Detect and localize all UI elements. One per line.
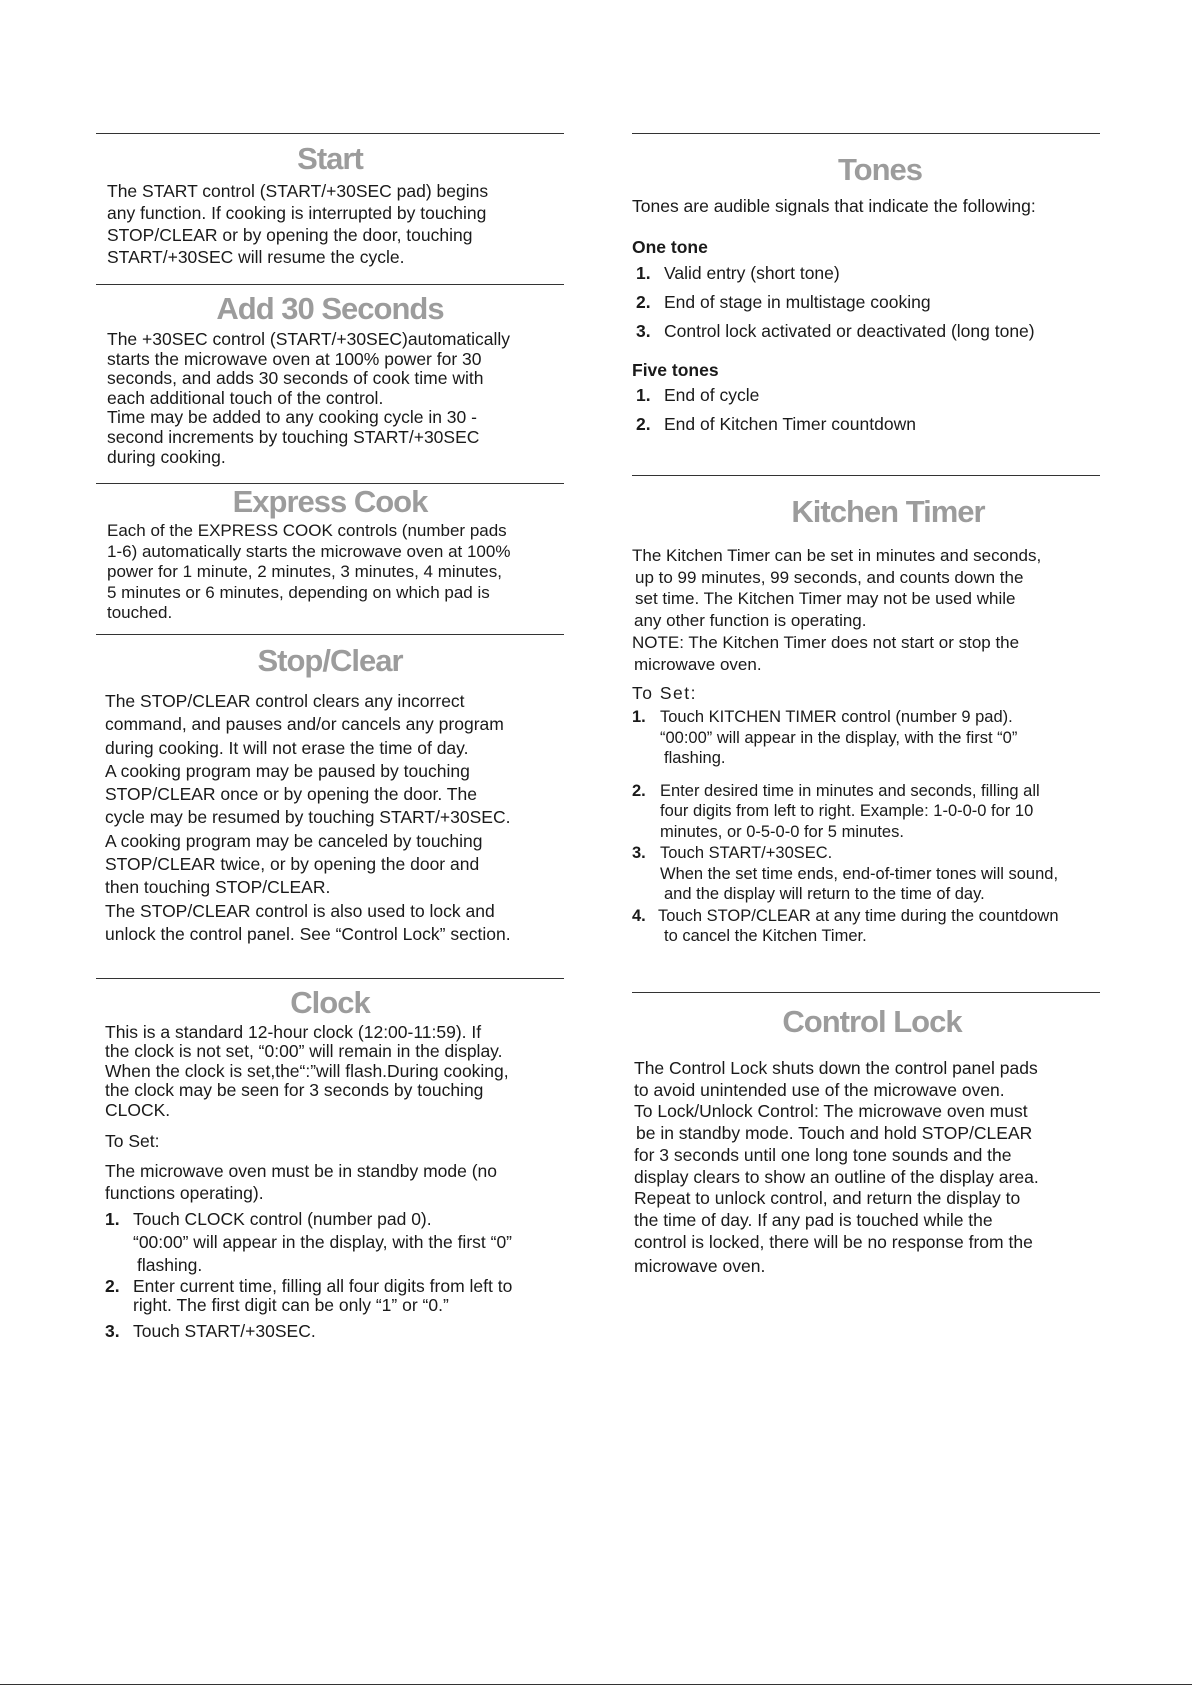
list-item: 1. End of cycle (636, 385, 760, 405)
start-heading: Start (297, 141, 363, 176)
five-tones-label: Five tones (632, 360, 719, 380)
start-text: The START control (START/+30SEC pad) begins any function. If cooking is interrupted by touching STOP/CLEAR or by opening the door, touching START/+30SEC will resume the cycle. (107, 181, 489, 267)
express-heading: Express Cook (232, 484, 428, 519)
list-item: 3. Control lock activated or deactivated (long tone) (636, 321, 1035, 341)
clock-toset: To Set: (105, 1131, 160, 1151)
add30-text: The +30SEC control (START/+30SEC)automatically starts the microwave oven at 100% power for 30 seconds, and adds 30 seconds of cook time with each additional touch of the control. Time may be added to any cooking cycle in 30 - second increments by touching START/+30SEC during cooking. (107, 329, 510, 467)
timer-heading: Kitchen Timer (791, 494, 985, 529)
lock-heading: Control Lock (782, 1004, 962, 1039)
list-item: 4. Touch STOP/CLEAR at any time during the countdown to cancel the Kitchen Timer. (632, 906, 1059, 945)
clock-steps (105, 1208, 575, 1342)
divider (632, 992, 1100, 993)
divider (632, 133, 1100, 134)
list-item: 2. End of Kitchen Timer countdown (636, 414, 916, 434)
list-item: 2. Enter current time, filling all four digits from left to right. The first digit can be only “1” or “0.” (105, 1276, 513, 1315)
clock-heading: Clock (290, 985, 370, 1020)
list-item: 1. Valid entry (short tone) (636, 263, 840, 283)
stop-text: The STOP/CLEAR control clears any incorrect command, and pauses and/or cancels any program during cooking. It will not erase the time of day. A cooking program may be paused by touching STOP/CLEAR once or by opening the door. The cycle may be resumed by touching START/+30SEC. A cooking program may be canceled by touching STOP/CLEAR twice, or by opening the door and then touching STOP/CLEAR. The STOP/CLEAR control is also used to lock and unlock the control panel. See “Control Lock” section. (105, 691, 511, 944)
lock-text: The Control Lock shuts down the control panel pads to avoid unintended use of the microwave oven. To Lock/Unlock Control: The microwave oven must be in standby mode. Touch and hold STOP/CLEAR for 3 seconds until one long tone sounds and the display clears to show an outline of the display area. Repeat to unlock control, and return the display to the time of day. If any pad is touched while the control is locked, there will be no response from the microwave oven. (634, 1058, 1039, 1277)
divider (96, 284, 564, 285)
tones-heading: Tones (838, 152, 922, 187)
one-tone-list (636, 259, 1106, 346)
list-item: 2. End of stage in multistage cooking (636, 292, 931, 312)
divider (96, 133, 564, 134)
timer-toset: To Set: (632, 683, 697, 703)
divider (632, 475, 1100, 476)
five-tones-list (636, 381, 1106, 439)
list-item: 1. Touch CLOCK control (number pad 0). “00:00” will appear in the display, with the first “0” flashing. (105, 1209, 513, 1275)
one-tone-label: One tone (632, 237, 708, 257)
tones-intro: Tones are audible signals that indicate the following: (632, 196, 1036, 216)
list-item: 3. Touch START/+30SEC. When the set time ends, end-of-timer tones will sound, and the display will return to the time of day. (632, 844, 1059, 903)
add30-heading: Add 30 Seconds (216, 291, 444, 326)
clock-intro: This is a standard 12-hour clock (12:00-11:59). If the clock is not set, “0:00” will remain in the display. When the clock is set,the“:”will flash.During cooking, the clock may be seen for 3 seconds by touching CLOCK. (105, 1022, 509, 1120)
list-item: 2. Enter desired time in minutes and seconds, filling all four digits from left to right. Example: 1-0-0-0 for 10 minutes, or 0-5-0-0 for 5 minutes. (632, 781, 1040, 841)
timer-steps (632, 707, 1112, 947)
clock-standby: The microwave oven must be in standby mode (no functions operating). (105, 1161, 497, 1203)
timer-text: The Kitchen Timer can be set in minutes and seconds, up to 99 minutes, 99 seconds, and counts down the set time. The Kitchen Timer may not be used while any other function is operating. NOTE: The Kitchen Timer does not start or stop the microwave oven. (632, 546, 1042, 674)
divider (96, 634, 564, 635)
list-item: 1. Touch KITCHEN TIMER control (number 9 pad). “00:00” will appear in the display, with the first “0” flashing. (632, 708, 1018, 767)
stop-heading: Stop/Clear (257, 643, 403, 678)
list-item: 3. Touch START/+30SEC. (105, 1321, 316, 1341)
express-text: Each of the EXPRESS COOK controls (number pads 1-6) automatically starts the microwave oven at 100% power for 1 minute, 2 minutes, 3 minutes, 4 minutes, 5 minutes or 6 minutes, depending on which pad is touched. (107, 521, 511, 622)
divider (96, 978, 564, 979)
